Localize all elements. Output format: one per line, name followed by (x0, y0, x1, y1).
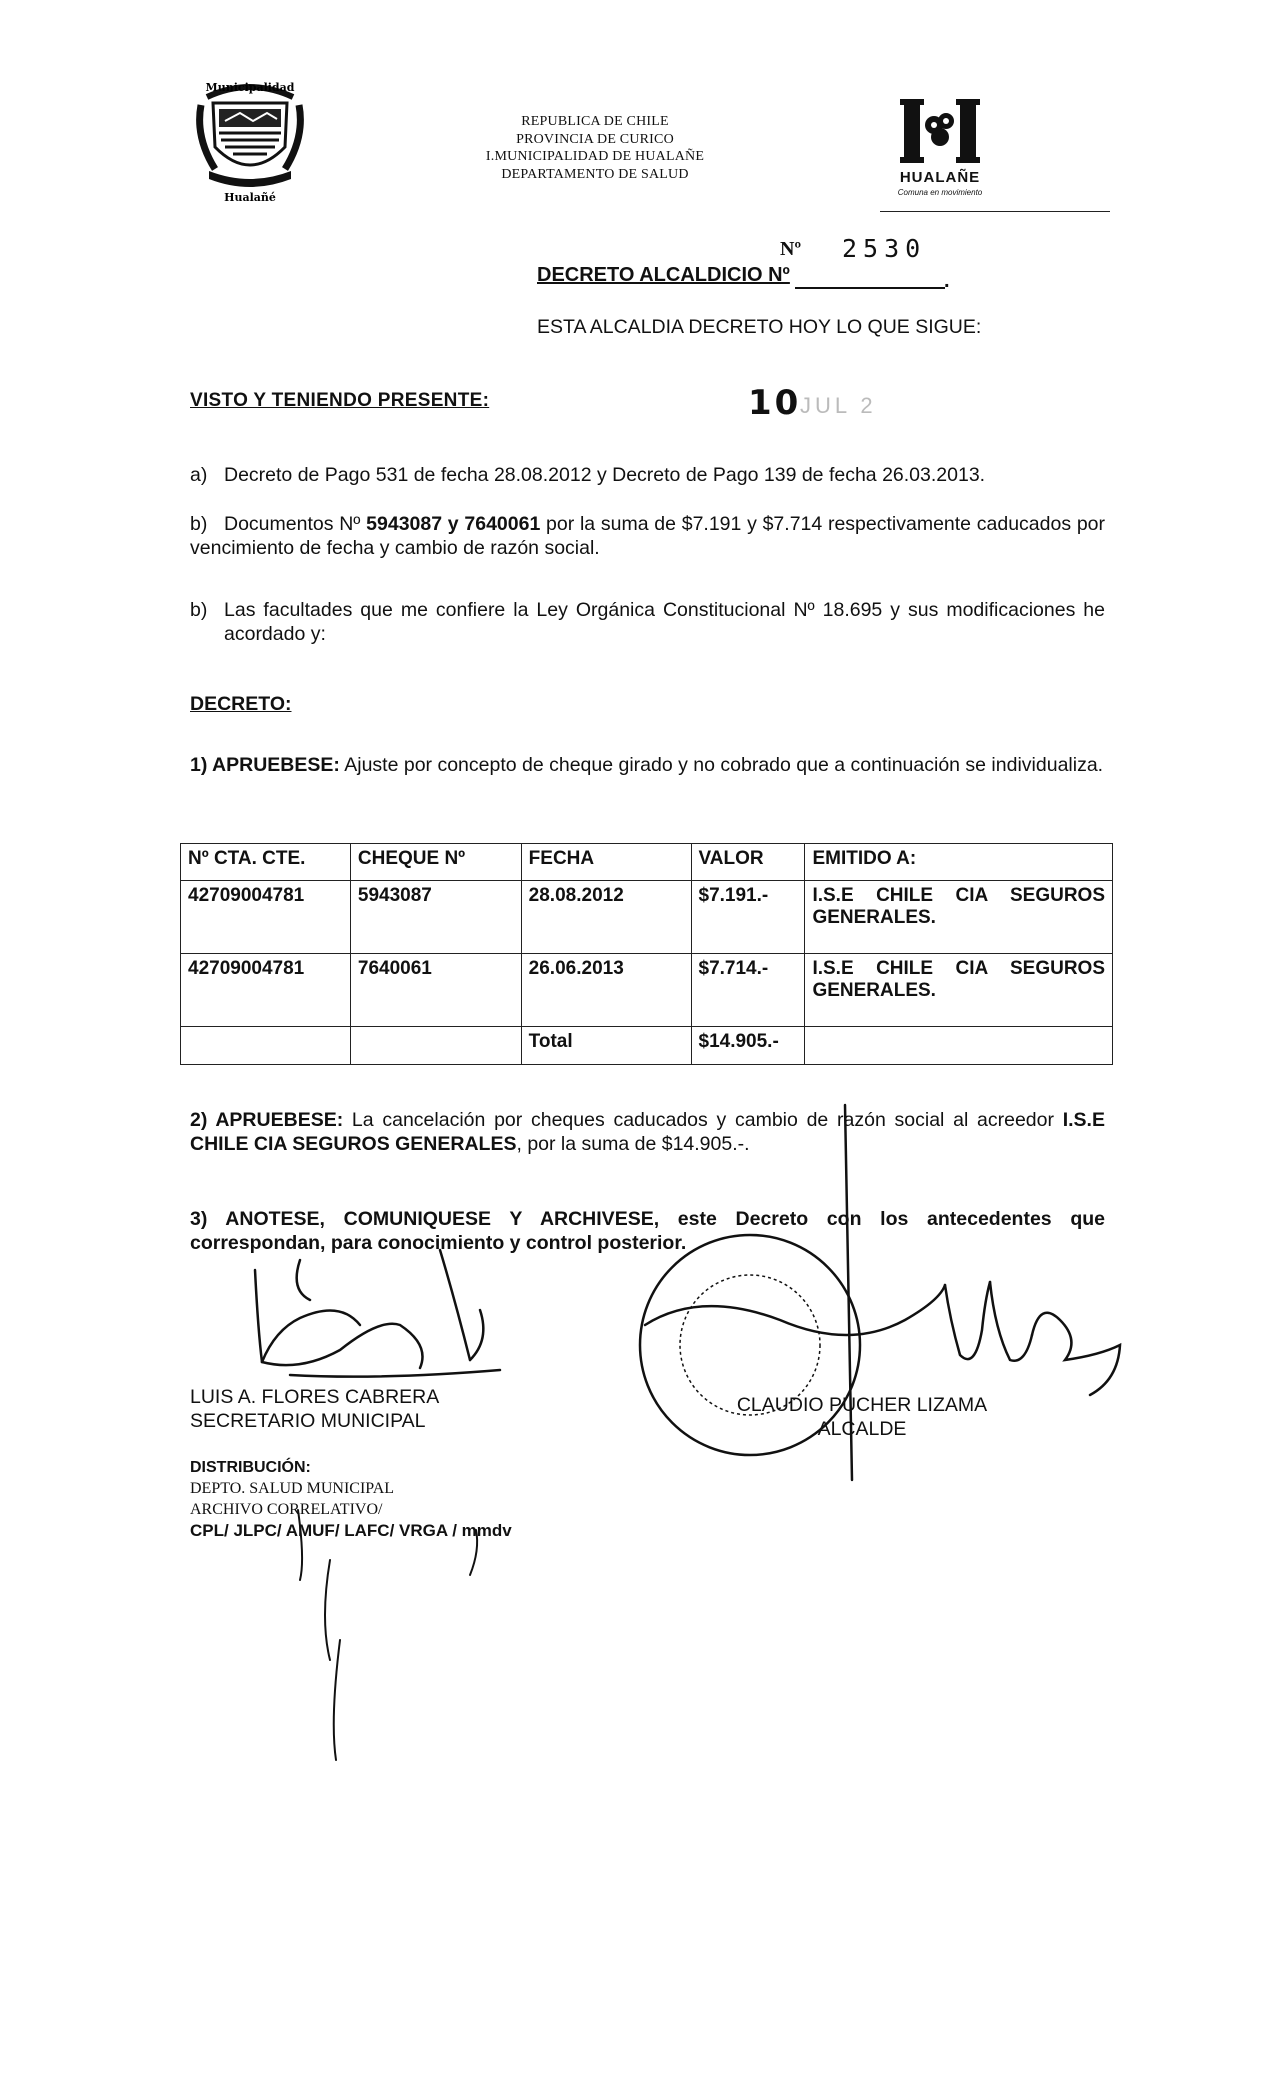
hualane-logo (880, 95, 1000, 205)
distribution-line: DEPTO. SALUD MUNICIPAL (190, 1480, 395, 1497)
article-2 (190, 1108, 1105, 1156)
mayor-title: ALCALDE (817, 1418, 907, 1440)
decree-title (537, 264, 790, 287)
total-value: $14.905.- (691, 1027, 805, 1065)
col-header-cheque: CHEQUE Nº (350, 844, 521, 881)
consideration-text: Las facultades que me confiere la Ley Orgánica Constitucional Nº 18.695 y sus modificaciones he acordado y: (224, 599, 1105, 645)
decree-title-text: DECRETO ALCALDICIO Nº (537, 264, 790, 286)
table-row (181, 881, 1113, 954)
total-label: Total (521, 1027, 691, 1065)
cell-cheque: 5943087 (350, 881, 521, 954)
secretary-title: SECRETARIO MUNICIPAL (190, 1410, 426, 1432)
distribution-heading: DISTRIBUCIÓN: (190, 1459, 311, 1476)
mayor-name: CLAUDIO PUCHER LIZAMA (736, 1394, 988, 1416)
decreto-heading: DECRETO: (190, 693, 292, 715)
header-rule (880, 211, 1110, 212)
table-total-row (181, 1027, 1113, 1065)
date-stamp: 10 (748, 383, 802, 423)
distribution-line: ARCHIVO CORRELATIVO/ (190, 1501, 383, 1518)
hualane-h-icon (880, 95, 1000, 167)
crest-bottom-text: Hualañé (224, 191, 276, 204)
gov-line-province: PROVINCIA DE CURICO (516, 131, 674, 147)
cell-date: 28.08.2012 (521, 881, 691, 954)
consideration-label: b) (190, 599, 208, 621)
consideration-b2 (190, 598, 1105, 646)
col-header-account: Nº CTA. CTE. (181, 844, 351, 881)
decree-number-underline (795, 287, 945, 289)
distribution-codes: CPL/ JLPC/ AMUF/ LAFC/ VRGA / mmdv (190, 1521, 512, 1540)
cell-empty (181, 1027, 351, 1065)
crest-top-text: Municipalidad (205, 81, 295, 94)
article-1-text: Ajuste por concepto de cheque girado y no cobrado que a continuación se individualiza. (339, 754, 1104, 776)
cell-date: 26.06.2013 (521, 954, 691, 1027)
decree-number-period: . (944, 270, 950, 292)
consideration-b1 (190, 512, 1105, 560)
date-stamp-faded: JUL 2 (800, 393, 877, 418)
cell-empty (350, 1027, 521, 1065)
decree-number: 2530 (842, 234, 927, 263)
gov-line-municipality: I.MUNICIPALIDAD DE HUALAÑE (485, 149, 705, 164)
secretary-signature (255, 1250, 500, 1377)
article-1-lead: 1) APRUEBESE: (190, 754, 340, 776)
article-2-text: La cancelación por cheques caducados y cambio de razón social al acreedor (343, 1109, 1063, 1131)
document-numbers: 5943087 y 7640061 (366, 513, 541, 535)
cell-value: $7.191.- (691, 881, 805, 954)
municipal-crest-emblem (195, 75, 305, 205)
article-3: 3) ANOTESE, COMUNIQUESE Y ARCHIVESE, este Decreto con los antecedentes que correspondan, para conocimiento y control posterior. (190, 1208, 1105, 1254)
gov-line-republic: REPUBLICA DE CHILE (521, 114, 669, 129)
logo-name: HUALAÑE (899, 169, 981, 186)
cell-account: 42709004781 (181, 954, 351, 1027)
cell-cheque: 7640061 (350, 954, 521, 1027)
cell-value: $7.714.- (691, 954, 805, 1027)
distribution-block (190, 1457, 512, 1541)
cell-issued-to: I.S.E CHILE CIA SEGUROS GENERALES. (805, 954, 1113, 1027)
consideration-text-before: Documentos Nº (224, 513, 367, 535)
decree-subtitle: ESTA ALCALDIA DECRETO HOY LO QUE SIGUE: (537, 316, 982, 338)
col-header-value: VALOR (691, 844, 805, 881)
consideration-text: Decreto de Pago 531 de fecha 28.08.2012 y Decreto de Pago 139 de fecha 26.03.2013. (224, 464, 986, 486)
secretary-name: LUIS A. FLORES CABRERA (190, 1386, 440, 1408)
article-1 (190, 753, 1105, 777)
logo-tagline: Comuna en movimiento (897, 188, 983, 197)
cell-issued-to: I.S.E CHILE CIA SEGUROS GENERALES. (805, 881, 1113, 954)
secretary-signature-block (190, 1385, 439, 1433)
table-row (181, 954, 1113, 1027)
cheques-table (180, 843, 1113, 1065)
gov-line-department: DEPARTAMENTO DE SALUD (501, 166, 689, 182)
cell-account: 42709004781 (181, 881, 351, 954)
article-2-lead: 2) APRUEBESE: (190, 1109, 344, 1131)
article-2-text-after: , por la suma de $14.905.-. (516, 1133, 750, 1155)
decree-number-prefix: Nº (780, 238, 802, 260)
col-header-date: FECHA (521, 844, 691, 881)
consideration-label: b) (190, 513, 208, 535)
visto-heading: VISTO Y TENIENDO PRESENTE: (190, 390, 490, 411)
distribution-initials (298, 1510, 477, 1760)
table-header-row (181, 844, 1113, 881)
consideration-text-after: por la suma de $7.191 y $7.714 respectivamente caducados por vencimiento de fecha y cambio de razón social. (190, 513, 1106, 559)
article-2-creditor: I.S.E CHILE CIA SEGUROS GENERALES (190, 1109, 1105, 1155)
col-header-issued-to: EMITIDO A: (805, 844, 1113, 881)
cell-empty (805, 1027, 1113, 1065)
mayor-signature-block (727, 1393, 997, 1441)
consideration-label: a) (190, 464, 208, 486)
consideration-a (190, 463, 1105, 487)
government-header (440, 113, 750, 183)
